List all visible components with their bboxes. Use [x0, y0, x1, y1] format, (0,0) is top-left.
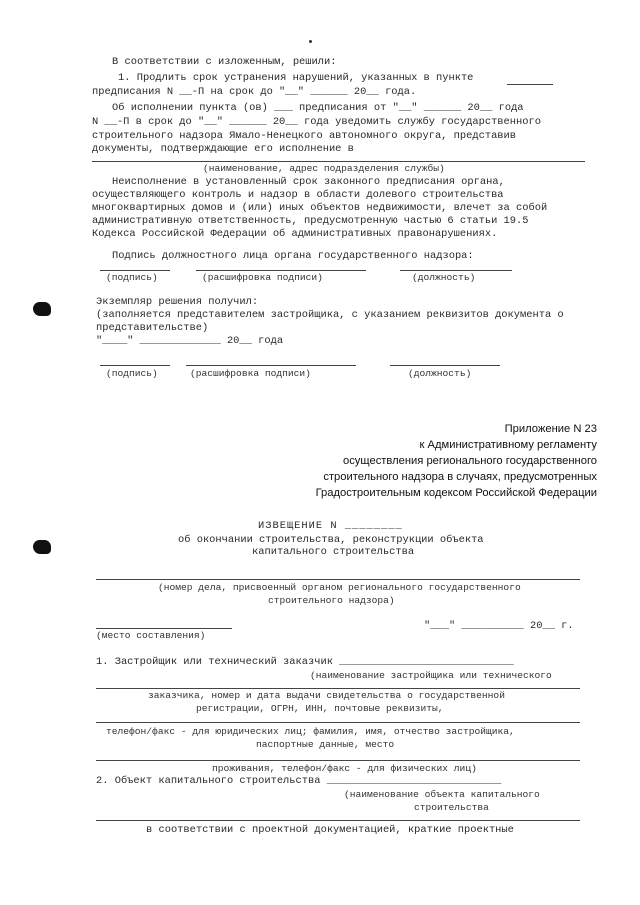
- developer-caption-6: проживания, телефон/факс - для физических лиц): [212, 763, 477, 774]
- warning-line-1: Неисполнение в установленный срок законного предписания органа,: [112, 176, 505, 188]
- warning-line-2: осуществляющего контроль и надзор в области долевого строительства: [92, 189, 504, 201]
- hole-punch-mark-top: [33, 302, 51, 316]
- receiver-decode-line: [186, 365, 356, 366]
- official-signature-label: Подпись должностного лица органа государственного надзора:: [112, 250, 474, 262]
- developer-caption-4: телефон/факс - для юридических лиц; фамилия, имя, отчество застройщика,: [106, 726, 515, 737]
- official-sign-line: [100, 270, 170, 271]
- decision-intro: В соответствии с изложенным, решили:: [112, 56, 337, 68]
- receiver-position-caption: (должность): [408, 368, 472, 379]
- appendix-line-2: к Административному регламенту: [419, 439, 597, 451]
- appendix-line-3: осуществления регионального государственного: [342, 455, 597, 467]
- official-sign-caption: (подпись): [106, 272, 158, 283]
- receiver-sign-line: [100, 365, 170, 366]
- place-caption: (место составления): [96, 630, 206, 641]
- official-decode-caption: (расшифровка подписи): [202, 272, 323, 283]
- receiver-sign-caption: (подпись): [106, 368, 158, 379]
- case-number-fill-line: [96, 579, 580, 580]
- decision-item-1-line-b: предписания N __-П на срок до "__" ______ 20__ года.: [92, 86, 417, 98]
- developer-caption-1: (наименование застройщика или технического: [310, 670, 552, 681]
- official-position-caption: (должность): [412, 272, 476, 283]
- appendix-line-4: строительного надзора в случаях, предусмотренных: [323, 471, 597, 483]
- receiver-position-line: [390, 365, 500, 366]
- object-caption-1: (наименование объекта капитального: [344, 789, 540, 800]
- developer-fill-line-2: [96, 722, 580, 723]
- report-line-c: строительного надзора Ямало-Ненецкого автономного округа, представив: [92, 130, 517, 142]
- developer-caption-5: паспортные данные, место: [256, 739, 395, 750]
- report-line-b: N __-П в срок до "__" ______ 20__ года уведомить службу государственного: [92, 116, 541, 128]
- hole-punch-mark-bottom: [33, 540, 51, 554]
- case-caption-2: строительного надзора): [268, 595, 395, 606]
- object-item: 2. Объект капитального строительства ____________________________: [96, 775, 502, 787]
- scan-speck: [309, 40, 312, 43]
- developer-caption-2: заказчика, номер и дата выдачи свидетельства о государственной: [148, 690, 505, 701]
- notice-title: ИЗВЕЩЕНИЕ N ________: [258, 520, 403, 532]
- report-line-d: документы, подтверждающие его исполнение в: [92, 143, 354, 155]
- fill-note-line-1: (заполняется представителем застройщика, с указанием реквизитов документа о: [96, 309, 564, 321]
- fill-note-line-2: представительстве): [96, 322, 209, 334]
- official-decode-line: [196, 270, 366, 271]
- notice-subtitle-1: об окончании строительства, реконструкции объекта: [178, 534, 484, 546]
- object-fill-line: [96, 820, 580, 821]
- developer-caption-3: регистрации, ОГРН, ИНН, почтовые реквизиты,: [196, 703, 444, 714]
- warning-line-4: административную ответственность, предусмотренную частью 6 статьи 19.5: [92, 215, 529, 227]
- project-docs-line: в соответствии с проектной документацией, краткие проектные: [146, 824, 514, 836]
- received-date-line: "____" _____________ 20__ года: [96, 335, 284, 347]
- warning-line-3: многоквартирных домов и (или) иных объектов недвижимости, влечет за собой: [92, 202, 548, 214]
- report-line-a: Об исполнении пункта (ов) ___ предписания от "__" ______ 20__ года: [112, 102, 524, 114]
- object-caption-2: строительства: [414, 802, 489, 813]
- developer-item: 1. Застройщик или технический заказчик ____________________________: [96, 656, 514, 668]
- warning-line-5: Кодекса Российской Федерации об административных правонарушениях.: [92, 228, 498, 240]
- item-1-blank: [507, 84, 553, 85]
- service-fill-line: [92, 161, 585, 162]
- decision-item-1-line-a: 1. Продлить срок устранения нарушений, указанных в пункте: [118, 72, 474, 84]
- appendix-line-1: Приложение N 23: [504, 423, 597, 435]
- service-caption: (наименование, адрес подразделения службы): [203, 163, 445, 174]
- place-fill-line: [96, 628, 232, 629]
- developer-fill-line-3: [96, 760, 580, 761]
- received-label: Экземпляр решения получил:: [96, 296, 259, 308]
- case-caption-1: (номер дела, присвоенный органом регионального государственного: [158, 582, 521, 593]
- notice-date-field: "___" __________ 20__ г.: [424, 620, 574, 632]
- appendix-line-5: Градостроительным кодексом Российской Федерации: [315, 487, 597, 499]
- developer-fill-line-1: [96, 688, 580, 689]
- notice-subtitle-2: капитального строительства: [252, 546, 415, 558]
- official-position-line: [400, 270, 512, 271]
- receiver-decode-caption: (расшифровка подписи): [190, 368, 311, 379]
